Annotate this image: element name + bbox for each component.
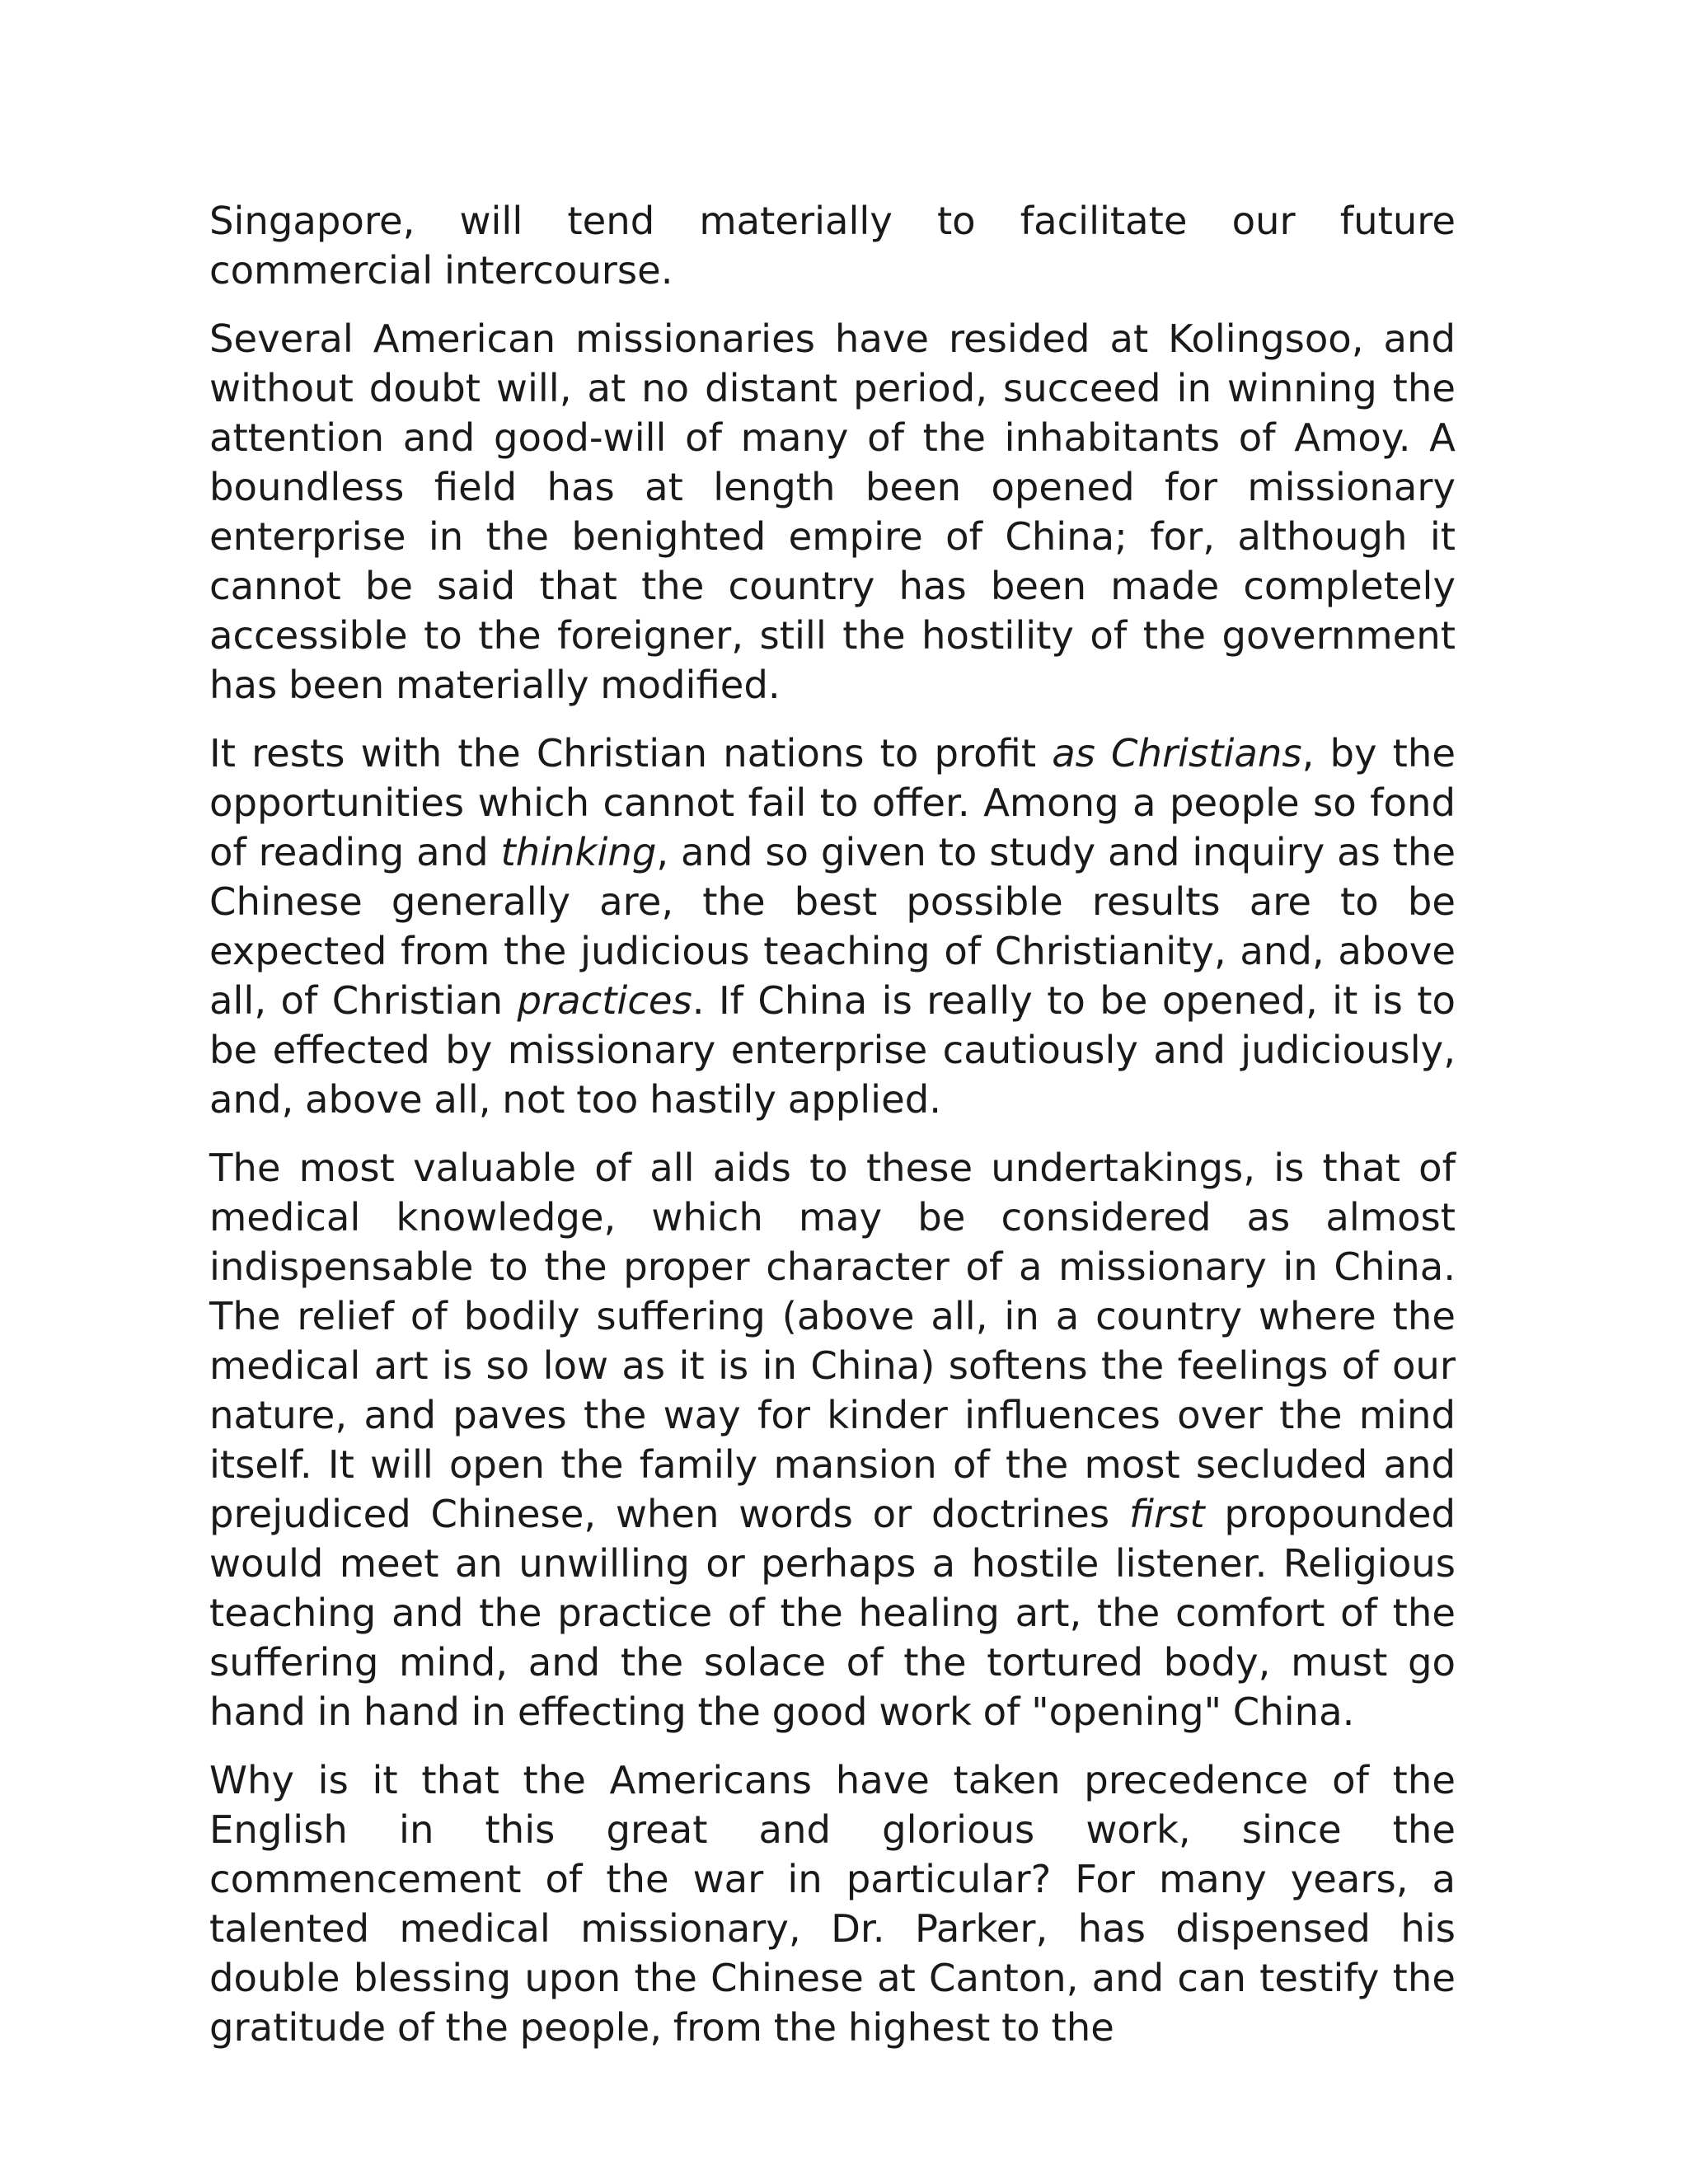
- paragraph-text: The most valuable of all aids to these undertakings, is that of medical knowledge, which may be considered as almost indispensable to the proper character of a missionary in China. The relief of bodily suffering (above all, in a country where the medical art is so low as it is in China) softens the feelings of our nature, and paves the way for kinder influences over the mind itself. It will open the family mansion of the most secluded and prejudiced Chinese, when words or doctrines: [209, 1146, 1456, 1536]
- paragraph-2: [209, 314, 1456, 710]
- paragraph-4: [209, 1143, 1456, 1736]
- italic-emphasis: thinking: [500, 830, 657, 874]
- paragraph-text: propounded would meet an unwilling or perhaps a hostile listener. Religious teaching and the practice of the healing art, the comfort of the suffering mind, and the solace of the tortured body, must go hand in hand in effecting the good work of "opening" China.: [209, 1492, 1456, 1734]
- paragraph-text: , by the opportunities which cannot fail to offer. Among a people so fond of reading and: [209, 731, 1456, 874]
- body-text: [209, 196, 1456, 2071]
- italic-emphasis: first: [1128, 1492, 1205, 1536]
- paragraph-1: [209, 196, 1456, 295]
- paragraph-5: [209, 1755, 1456, 2052]
- paragraph-text: . If China is really to be opened, it is to be effected by missionary enterprise cautiously and judiciously, and, above all, not too hastily applied.: [209, 978, 1456, 1122]
- italic-emphasis: as Christians: [1052, 731, 1302, 776]
- paragraph-text: It rests with the Christian nations to profit: [209, 731, 1053, 776]
- italic-emphasis: practices: [517, 978, 692, 1023]
- paragraph-text: , and so given to study and inquiry as the Chinese generally are, the best possible results are to be expected from the judicious teaching of Christianity, and, above all, of Christian: [209, 830, 1456, 1023]
- paragraph-text: Several American missionaries have resided at Kolingsoo, and without doubt will, at no distant period, succeed in winning the attention and good-will of many of the inhabitants of Amoy. A boundless field has at length been opened for missionary enterprise in the benighted empire of China; for, although it cannot be said that the country has been made completely accessible to the foreigner, still the hostility of the government has been materially modified.: [209, 316, 1456, 707]
- paragraph-3: [209, 729, 1456, 1124]
- paragraph-text: Why is it that the Americans have taken precedence of the English in this great and glorious work, since the commencement of the war in particular? For many years, a talented medical missionary, Dr. Parker, has dispensed his double blessing upon the Chinese at Canton, and can testify the gratitude of the people, from the highest to the: [209, 1758, 1456, 2050]
- paragraph-text: Singapore, will tend materially to facilitate our future commercial intercourse.: [209, 199, 1456, 293]
